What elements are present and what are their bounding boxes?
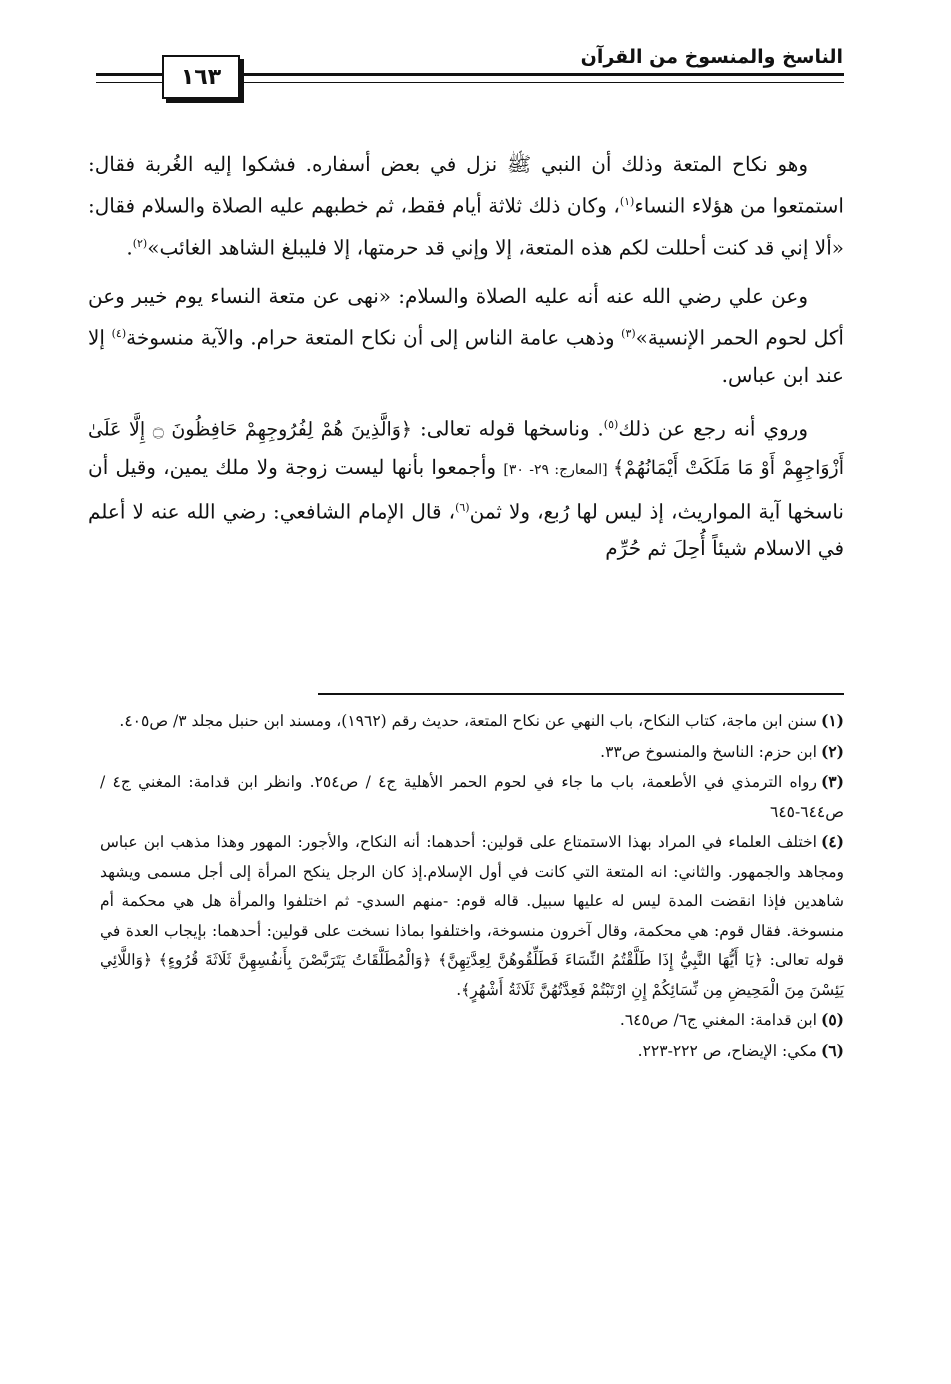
footnote-1 [100,706,844,737]
paragraph-3-text-a: وروي أنه رجع عن ذلك [618,416,808,441]
paragraph-2-text-a: وعن علي رضي الله عنه أنه عليه الصلاة والسلام: «نهى عن متعة النساء يوم خيبر وعن أكل لحوم الحمر الإنسية» [88,284,844,350]
footnote-number: (٦) [820,1040,844,1060]
footnote-4 [100,827,844,1005]
footnote-number: (٣) [820,772,844,791]
paragraph-2-text-b: وذهب عامة الناس إلى أن نكاح المتعة حرام. والآية منسوخة [126,325,622,350]
footnote-marker-3[interactable]: (٣) [621,327,636,341]
footnote-marker-2[interactable]: (٢) [132,236,148,250]
running-header-title: الناسخ والمنسوخ من القرآن [580,46,843,68]
footnote-text: ابن حزم: الناسخ والمنسوخ ص٣٣. [600,742,817,761]
paragraph-3-text-b: . وناسخها قوله تعالى: [412,416,604,441]
footnote-number: (٤) [820,832,844,851]
paragraph-2-text-c: إلا عند ابن عباس. [88,325,844,387]
footnote-text: مكي: الإيضاح، ص ٢٢٢-٢٢٣. [637,1041,817,1060]
footnote-text: رواه الترمذي في الأطعمة، باب ما جاء في لحوم الحمر الأهلية ج٤ / ص٢٥٤. وانظر ابن قدامة: المغني ج٤ / ص٦٤٤-٦٤٥ [100,773,844,821]
paragraph-3-text-c: وأجمعوا بأنها ليست زوجة ولا ملك يمين، وقيل أن ناسخها آية المواريث، إذ ليس لها رُبع، ولا ثمن [88,454,844,524]
paragraph-1-text-a: وهو نكاح المتعة وذلك أن النبي ﷺ نزل في بعض أسفاره. فشكوا إليه الغُربة فقال: استمتعوا من هؤلاء النساء [88,152,844,218]
paragraph-3 [88,406,844,567]
footnote-marker-1[interactable]: (١) [619,195,635,208]
paragraph-1-text-b: ، وكان ذلك ثلاثة أيام فقط، ثم خطبهم عليه الصلاة والسلام فقال: «ألا إني قد كنت أحللت لكم هذه المتعة، إلا وإني قد حرمتها، إلا فليبلغ الشاهد الغائب» [88,193,844,260]
footnote-separator [318,693,844,695]
footnote-marker-4[interactable]: (٤) [111,327,127,341]
paragraph-3-text-d: ، قال الإمام الشافعي: رضي الله عنه لا أعلم في الاسلام شيئاً أُحِلَ ثم حُرِّم [88,499,844,561]
footnote-marker-6[interactable]: (٦) [455,500,470,514]
footnote-2 [100,737,844,768]
footnote-text: ابن قدامة: المغني ج٦/ ص٦٤٥. [619,1011,817,1029]
footnote-3 [100,767,844,827]
footnote-number: (٥) [820,1010,844,1029]
footnotes [100,706,844,1066]
page-number: ١٦٣ [180,64,222,90]
main-text [88,146,844,579]
footnote-6 [100,1036,844,1067]
quran-verse: ﴿وَالَّذِينَ هُمْ لِفُرُوجِهِمْ حَافِظُونَ ۝ إِلَّا عَلَىٰ أَزْوَاجِهِمْ أَوْ مَا مَلَكَتْ أَيْمَانُهُمْ﴾ [88,418,845,479]
verse-reference: [المعارج: ٢٩- ٣٠] [503,461,613,478]
paragraph-2 [88,278,844,394]
footnote-marker-5[interactable]: (٥) [603,417,619,431]
footnote-5 [100,1005,844,1036]
footnote-number: (١) [820,711,844,730]
paragraph-1 [88,146,844,266]
paragraph-1-text-c: . [126,235,133,260]
footnote-number: (٢) [820,741,844,761]
page-number-box [162,55,240,99]
footnote-text: سنن ابن ماجة، كتاب النكاح، باب النهي عن نكاح المتعة، حديث رقم (١٩٦٢)، ومسند ابن حنبل مجلد ٣/ ص٤٠٥. [119,712,817,730]
footnote-text: اختلف العلماء في المراد بهذا الاستمتاع على قولين: أحدهما: أنه النكاح، والأجور: المهور وهذا مذهب ابن عباس ومجاهد والجمهور. والثاني: انه المتعة التي كانت في أول الإسلام.إذ كان الرجل ينكح المرأة إلى أجل مسمى ويشهد شاهدين فإذا انقضت المدة ليس له عليها سبيل. قاله قوم: -منهم السدي- ثم اختلفوا والمرأة هل هي محكمة أم منسوخة. فقال قوم: هي محكمة، وقال آخرون منسوخة، واختلفوا بماذا نسخت على قولين: أحدهما: بإيجاب العدة في قوله تعالى: ﴿يَا أَيُّهَا النَّبِيُّ إِذَا طَلَّقْتُمُ النِّسَاءَ فَطَلِّقُوهُنَّ لِعِدَّتِهِنَّ﴾ ﴿وَالْمُطَلَّقَاتُ يَتَرَبَّصْنَ بِأَنفُسِهِنَّ ثَلَاثَةَ قُرُوءٍ﴾ ﴿وَاللَّائِي يَئِسْنَ مِنَ الْمَحِيضِ مِن نِّسَائِكُمْ إِنِ ارْتَبْتُمْ فَعِدَّتُهُنَّ ثَلَاثَةُ أَشْهُرٍ﴾. [100,833,844,999]
